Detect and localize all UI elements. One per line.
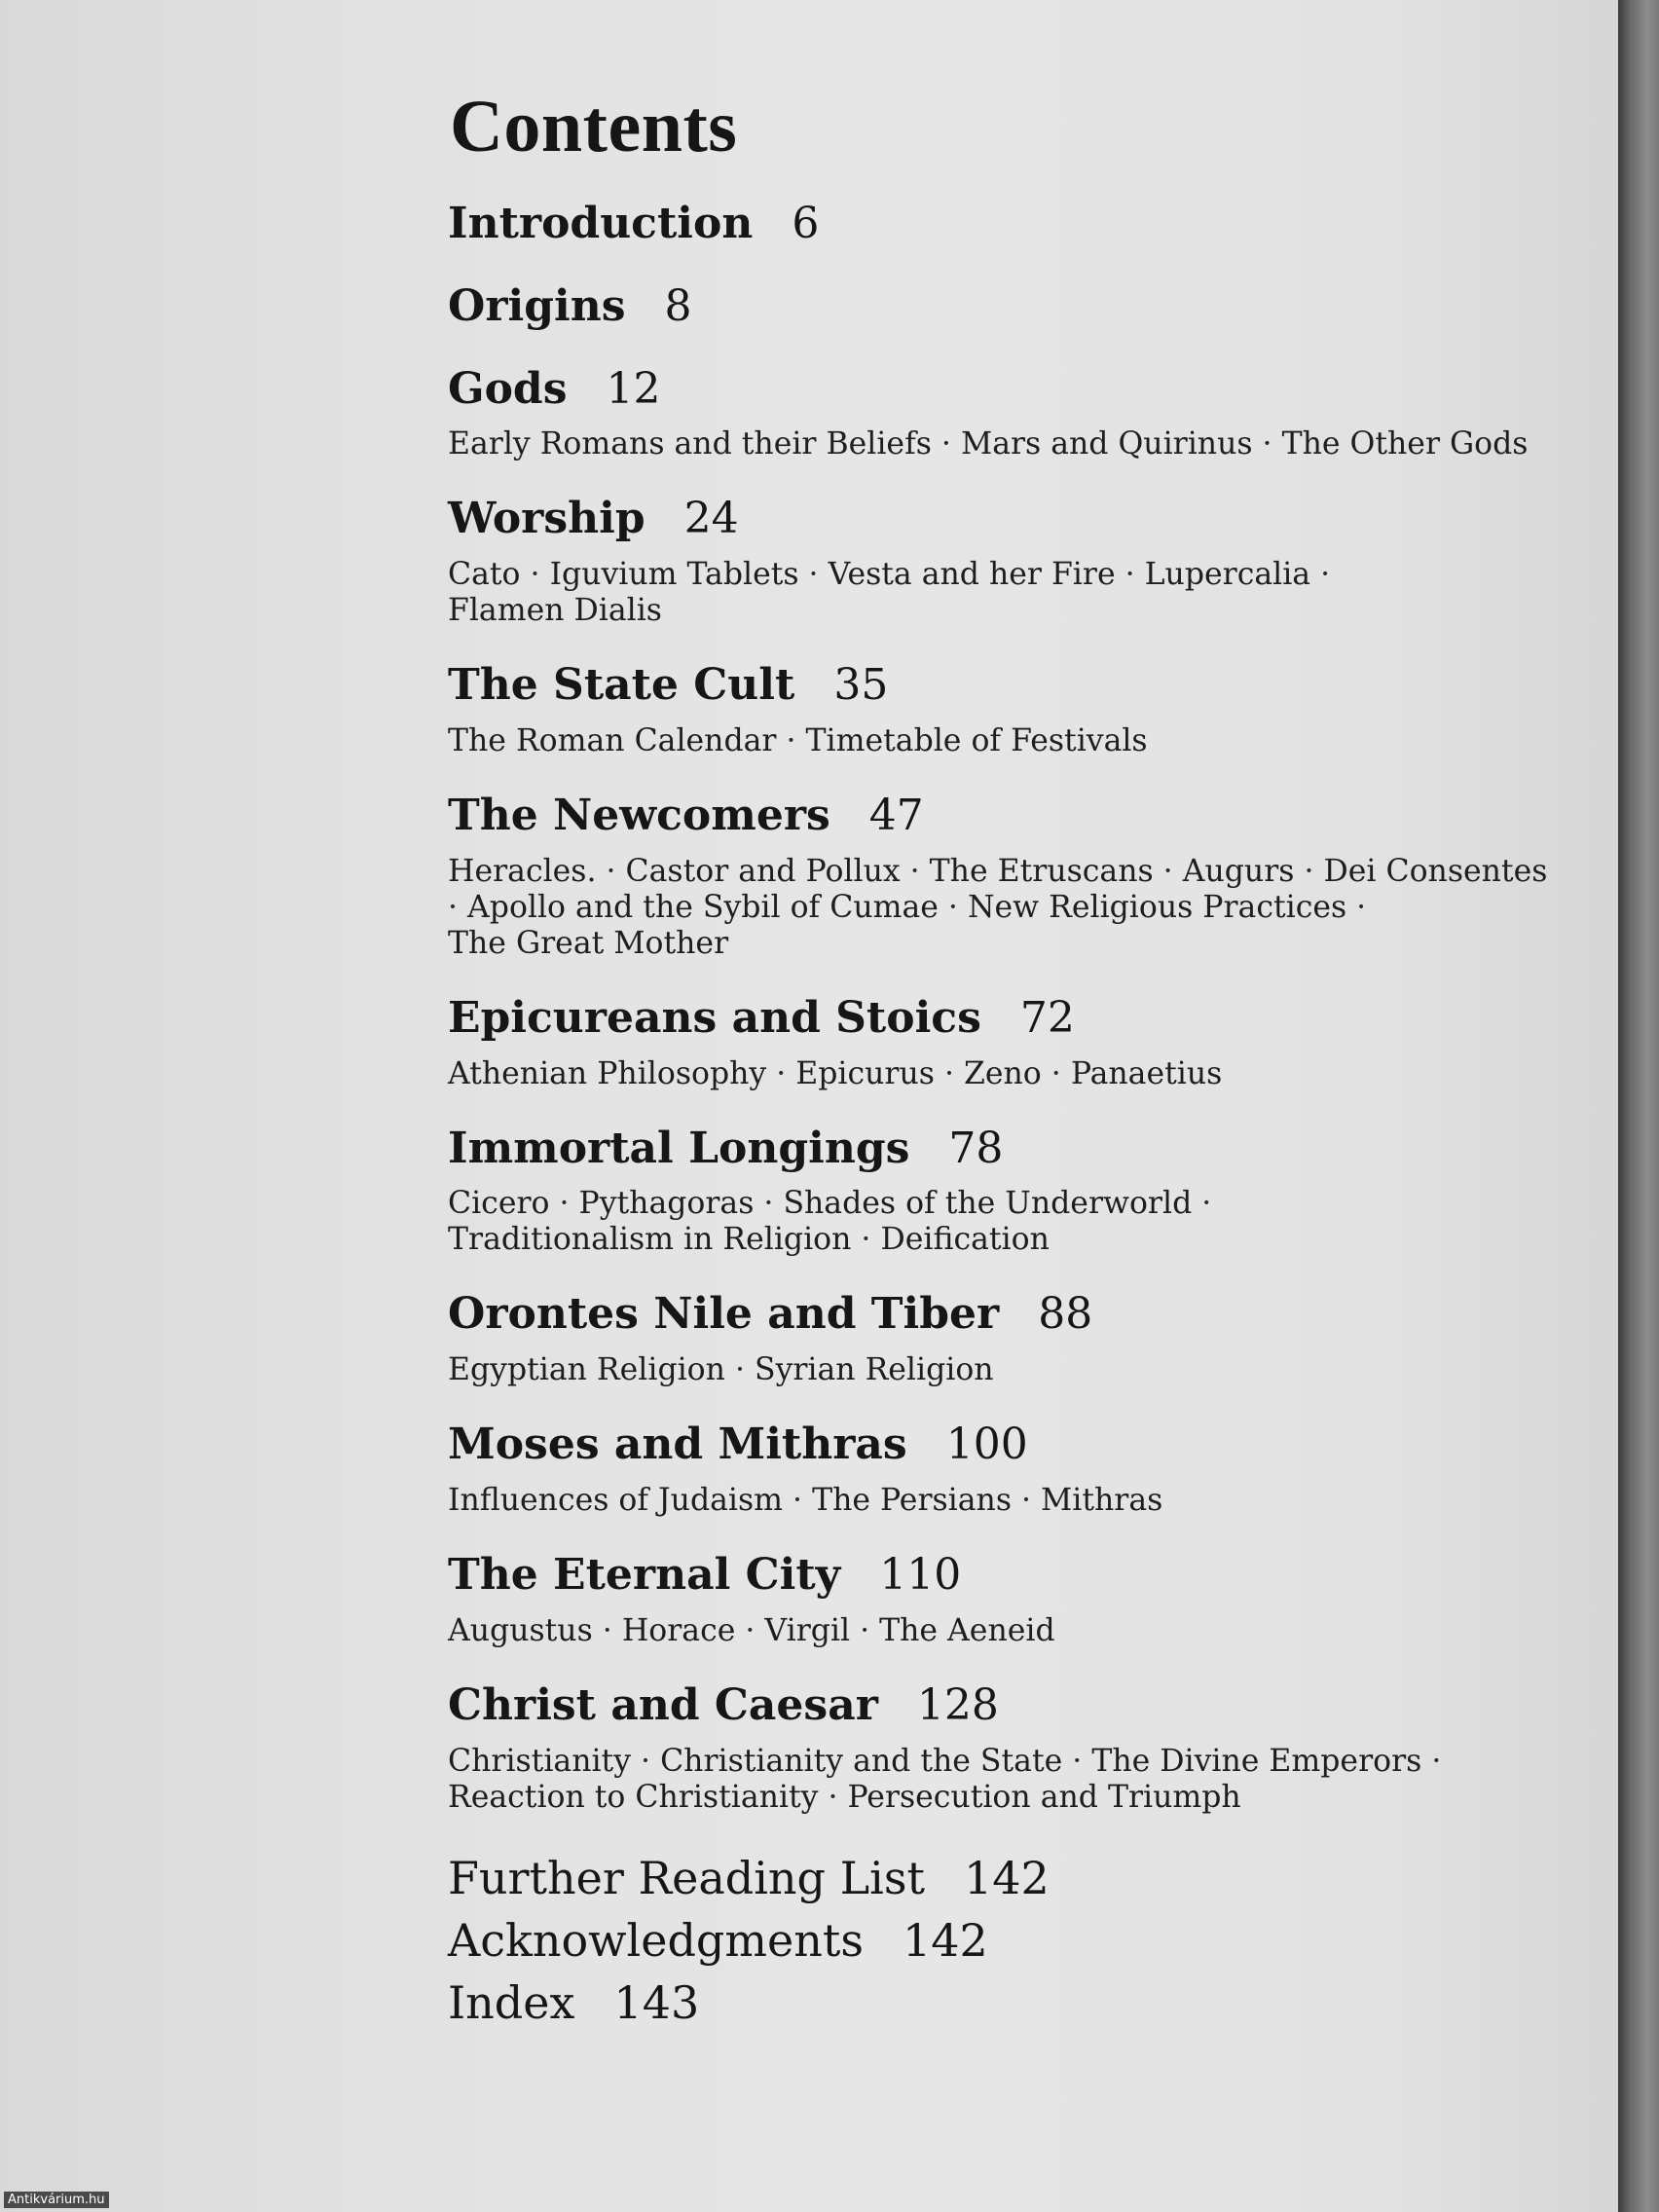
chapter-heading <box>448 1289 1597 1341</box>
chapter-page-number: 6 <box>792 199 820 248</box>
section-separator: · <box>1346 889 1367 925</box>
section-separator: · <box>549 1186 579 1222</box>
chapter-title: The State Cult <box>448 660 795 711</box>
chapter-entry <box>448 364 1597 463</box>
backmatter-entry <box>448 1972 1597 2034</box>
chapter-title: Epicureans and Stoics <box>448 992 981 1043</box>
section-item: The Etruscans <box>929 853 1154 889</box>
chapter-title: Worship <box>448 494 645 544</box>
chapter-entry <box>448 1680 1597 1816</box>
section-item: Castor and Pollux <box>625 853 901 889</box>
chapter-heading <box>448 660 1597 712</box>
section-list <box>448 1483 1548 1519</box>
chapter-entry <box>448 660 1597 759</box>
section-list <box>448 557 1548 629</box>
section-item: Mars and Quirinus <box>960 426 1253 462</box>
section-list <box>448 723 1548 759</box>
chapter-title: Christ and Caesar <box>448 1679 878 1730</box>
section-separator: · <box>783 1482 813 1518</box>
chapter-title: Moses and Mithras <box>448 1419 907 1470</box>
chapter-entry <box>448 993 1597 1092</box>
table-of-contents <box>448 86 1597 2034</box>
chapter-title: The Eternal City <box>448 1549 841 1600</box>
section-item: Dei Consentes <box>1323 853 1548 889</box>
section-item: Panaetius <box>1070 1055 1223 1091</box>
section-item: The Divine Emperors <box>1091 1743 1422 1779</box>
section-separator: · <box>1153 853 1183 889</box>
chapter-entry <box>448 281 1597 333</box>
chapter-heading <box>448 364 1597 416</box>
section-separator: · <box>592 1612 622 1648</box>
chapter-page-number: 88 <box>1038 1289 1093 1340</box>
chapter-entry <box>448 1550 1597 1649</box>
watermark: Antikvárium.hu <box>4 2192 109 2208</box>
chapter-title: Gods <box>448 363 568 414</box>
section-list <box>448 854 1548 962</box>
section-separator: · <box>1062 1743 1092 1779</box>
backmatter-page-number: 142 <box>902 1913 988 1967</box>
section-separator: · <box>851 1222 881 1258</box>
section-item: Traditionalism in Religion <box>448 1222 852 1258</box>
section-item: Mithras <box>1041 1482 1163 1518</box>
section-item: The Great Mother <box>448 925 729 961</box>
chapter-list <box>448 199 1597 1816</box>
section-separator: · <box>1041 1055 1071 1091</box>
section-item: Persecution and Triumph <box>847 1779 1241 1815</box>
section-separator: · <box>1294 853 1324 889</box>
section-separator: · <box>798 557 829 593</box>
chapter-page-number: 12 <box>606 363 661 414</box>
chapter-entry <box>448 199 1597 250</box>
section-item: Early Romans and their Beliefs <box>448 426 932 462</box>
section-item: Syrian Religion <box>754 1352 994 1388</box>
chapter-entry <box>448 494 1597 629</box>
chapter-page-number: 72 <box>1019 992 1075 1043</box>
section-item: Virgil <box>764 1612 851 1648</box>
chapter-title: Orontes Nile and Tiber <box>448 1289 1000 1340</box>
section-item: Cicero <box>448 1186 550 1222</box>
section-separator: · <box>1252 426 1282 462</box>
chapter-heading <box>448 1419 1597 1471</box>
chapter-heading <box>448 1680 1597 1732</box>
chapter-heading <box>448 791 1597 842</box>
section-item: New Religious Practices <box>967 889 1347 925</box>
section-separator: · <box>1421 1743 1442 1779</box>
chapter-entry <box>448 1419 1597 1519</box>
chapter-page-number: 110 <box>879 1549 962 1600</box>
chapter-page-number: 128 <box>916 1679 999 1730</box>
chapter-title: Origins <box>448 280 626 331</box>
section-list <box>448 426 1548 462</box>
section-separator: · <box>596 853 626 889</box>
section-item: The Aeneid <box>879 1612 1055 1648</box>
section-item: Christianity and the State <box>660 1743 1063 1779</box>
backmatter-list <box>448 1847 1597 2034</box>
section-list <box>448 1744 1548 1816</box>
section-item: Augurs <box>1182 853 1295 889</box>
section-separator: · <box>520 557 550 593</box>
chapter-heading <box>448 494 1597 545</box>
section-item: Epicurus <box>795 1055 935 1091</box>
backmatter-entry <box>448 1847 1597 1909</box>
chapter-heading <box>448 1124 1597 1175</box>
section-list <box>448 1056 1548 1092</box>
section-separator: · <box>931 426 961 462</box>
chapter-heading <box>448 199 1597 250</box>
section-item: Vesta and her Fire <box>828 557 1116 593</box>
chapter-heading <box>448 1550 1597 1602</box>
chapter-heading <box>448 281 1597 333</box>
section-item: Iguvium Tablets <box>549 557 799 593</box>
section-item: Flamen Dialis <box>448 593 662 629</box>
chapter-entry <box>448 1289 1597 1388</box>
section-separator: · <box>818 1779 848 1815</box>
section-separator: · <box>900 853 930 889</box>
section-list <box>448 1186 1548 1258</box>
section-separator: · <box>938 889 968 925</box>
section-item: The Persians <box>812 1482 1012 1518</box>
section-separator: · <box>754 1186 784 1222</box>
section-item: Reaction to Christianity <box>448 1779 819 1815</box>
chapter-title: The Newcomers <box>448 790 830 840</box>
section-separator: · <box>1115 557 1145 593</box>
backmatter-page-number: 143 <box>613 1975 700 2029</box>
backmatter-entry <box>448 1909 1597 1972</box>
section-item: The Roman Calendar <box>448 722 777 758</box>
section-item: Augustus <box>448 1612 593 1648</box>
chapter-page-number: 24 <box>683 494 739 544</box>
page-edge-shadow <box>1618 0 1659 2212</box>
backmatter-page-number: 142 <box>963 1851 1050 1904</box>
section-item: Horace <box>621 1612 736 1648</box>
section-separator: · <box>1011 1482 1042 1518</box>
section-item: Christianity <box>448 1743 632 1779</box>
section-separator: · <box>766 1055 796 1091</box>
chapter-heading <box>448 993 1597 1045</box>
section-item: Influences of Judaism <box>448 1482 784 1518</box>
section-item: Lupercalia <box>1144 557 1311 593</box>
chapter-title: Introduction <box>448 199 754 248</box>
chapter-page-number: 35 <box>833 660 889 711</box>
section-list <box>448 1352 1548 1388</box>
section-item: Timetable of Festivals <box>805 722 1148 758</box>
backmatter-title: Acknowledgments <box>448 1913 864 1967</box>
section-separator: · <box>724 1352 755 1388</box>
section-separator: · <box>934 1055 964 1091</box>
section-separator: · <box>850 1612 880 1648</box>
section-item: The Other Gods <box>1281 426 1529 462</box>
backmatter-title: Further Reading List <box>448 1851 925 1904</box>
page-title: Contents <box>450 86 738 167</box>
section-separator: · <box>776 722 806 758</box>
section-item: Cato <box>448 557 521 593</box>
chapter-page-number: 8 <box>664 280 692 331</box>
section-item: Deification <box>880 1222 1050 1258</box>
section-item: Heracles. <box>448 853 597 889</box>
chapter-page-number: 78 <box>948 1123 1004 1173</box>
section-item: Egyptian Religion <box>448 1352 725 1388</box>
backmatter-title: Index <box>448 1975 575 2029</box>
chapter-page-number: 100 <box>945 1419 1028 1470</box>
section-item: Apollo and the Sybil of Cumae <box>467 889 939 925</box>
section-separator: · <box>448 889 468 925</box>
section-item: Pythagoras <box>578 1186 755 1222</box>
section-item: Zeno <box>963 1055 1042 1091</box>
section-list <box>448 1613 1548 1649</box>
chapter-entry <box>448 1124 1597 1259</box>
chapter-entry <box>448 791 1597 962</box>
section-separator: · <box>735 1612 765 1648</box>
section-separator: · <box>1192 1186 1212 1222</box>
section-item: Athenian Philosophy <box>448 1055 767 1091</box>
chapter-title: Immortal Longings <box>448 1123 910 1173</box>
chapter-page-number: 47 <box>868 790 924 840</box>
section-item: Shades of the Underworld <box>783 1186 1193 1222</box>
section-separator: · <box>631 1743 661 1779</box>
section-separator: · <box>1310 557 1331 593</box>
